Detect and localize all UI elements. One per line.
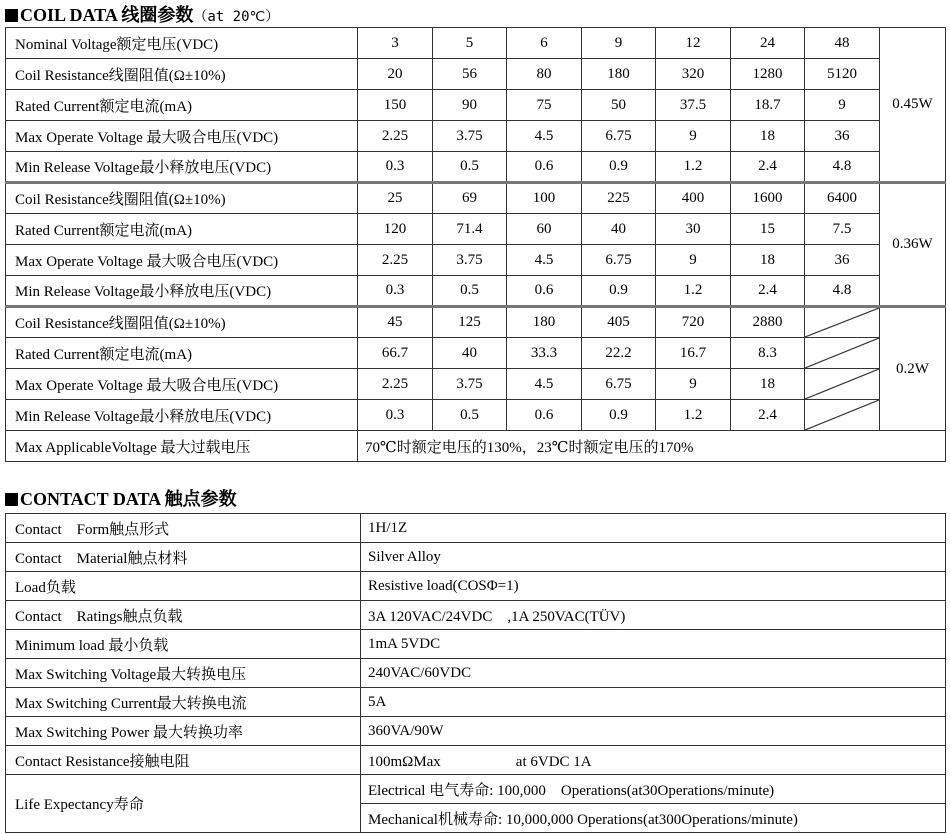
value-cell: 0.3 [358, 400, 433, 431]
voltage-cell: 9 [582, 28, 656, 59]
value-cell: 69 [433, 183, 507, 214]
max-applicable-voltage-row [6, 431, 946, 462]
row-label: Max Switching Current最大转换电流 [6, 688, 361, 717]
row-value: 1mA 5VDC [361, 630, 946, 659]
voltage-cell: 12 [656, 28, 731, 59]
contact-resistance-row [6, 746, 946, 775]
value-cell: 30 [656, 214, 731, 245]
min-release-voltage-row [6, 276, 946, 307]
value-cell: 0.6 [507, 400, 582, 431]
row-label: Min Release Voltage最小释放电压(VDC) [6, 276, 358, 307]
value-cell: 18.7 [731, 90, 805, 121]
row-label: Min Release Voltage最小释放电压(VDC) [6, 152, 358, 183]
value-cell: 0.6 [507, 276, 582, 307]
minimum-load-row [6, 630, 946, 659]
value-cell: 0.5 [433, 152, 507, 183]
voltage-cell: 24 [731, 28, 805, 59]
value-cell: 0.9 [582, 400, 656, 431]
value-cell: 8.3 [731, 338, 805, 369]
value-cell: 5120 [805, 59, 880, 90]
value-cell: 405 [582, 307, 656, 338]
row-label: Contact Ratings触点负载 [6, 601, 361, 630]
row-value: 1H/1Z [361, 514, 946, 543]
value-cell: 2.4 [731, 152, 805, 183]
value-cell: 75 [507, 90, 582, 121]
value-cell: 56 [433, 59, 507, 90]
value-cell: 6.75 [582, 121, 656, 152]
value-cell: 100 [507, 183, 582, 214]
value-cell: 6.75 [582, 369, 656, 400]
value-cell: 4.8 [805, 276, 880, 307]
value-cell: 7.5 [805, 214, 880, 245]
square-bullet-icon [5, 9, 18, 22]
value-cell: 4.8 [805, 152, 880, 183]
value-cell: 90 [433, 90, 507, 121]
row-label: Rated Current额定电流(mA) [6, 214, 358, 245]
row-label: Minimum load 最小负载 [6, 630, 361, 659]
value-cell: 60 [507, 214, 582, 245]
value-cell: 2.25 [358, 245, 433, 276]
row-value: Silver Alloy [361, 543, 946, 572]
value-cell: 0.9 [582, 152, 656, 183]
value-cell: 25 [358, 183, 433, 214]
row-value: 5A [361, 688, 946, 717]
not-applicable-cell [805, 307, 880, 338]
row-label: Nominal Voltage额定电压(VDC) [6, 28, 358, 59]
min-release-voltage-row [6, 400, 946, 431]
value-cell: 40 [433, 338, 507, 369]
value-cell: 125 [433, 307, 507, 338]
row-value: 360VA/90W [361, 717, 946, 746]
value-cell: 18 [731, 369, 805, 400]
row-label: Contact Material触点材料 [6, 543, 361, 572]
contact-data-heading: CONTACT DATA 触点参数 [5, 488, 237, 510]
max-operate-voltage-row [6, 121, 946, 152]
value-cell: 4.5 [507, 121, 582, 152]
max-operate-voltage-row [6, 369, 946, 400]
value-cell: 0.5 [433, 400, 507, 431]
value-cell: 1.2 [656, 152, 731, 183]
coil-data-temperature-note: （at 20℃） [193, 9, 280, 25]
row-label: Max Switching Voltage最大转换电压 [6, 659, 361, 688]
value-cell: 18 [731, 245, 805, 276]
contact-form-row [6, 514, 946, 543]
value-cell: 3.75 [433, 121, 507, 152]
row-label: Max Switching Power 最大转换功率 [6, 717, 361, 746]
not-applicable-cell [805, 338, 880, 369]
value-cell: 4.5 [507, 245, 582, 276]
value-cell: 0.3 [358, 152, 433, 183]
value-cell: 9 [656, 121, 731, 152]
value-cell: 1600 [731, 183, 805, 214]
value-cell: 9 [805, 90, 880, 121]
diagonal-slash-icon [805, 308, 879, 337]
row-label: Min Release Voltage最小释放电压(VDC) [6, 400, 358, 431]
diagonal-slash-icon [805, 400, 879, 430]
value-cell: 0.3 [358, 276, 433, 307]
value-cell: 36 [805, 121, 880, 152]
row-label: Rated Current额定电流(mA) [6, 338, 358, 369]
max-switching-current-row [6, 688, 946, 717]
voltage-cell: 5 [433, 28, 507, 59]
row-label: Load负载 [6, 572, 361, 601]
row-label: Coil Resistance线圈阻值(Ω±10%) [6, 183, 358, 214]
diagonal-slash-icon [805, 338, 879, 368]
coil-resistance-row [6, 307, 946, 338]
value-cell: 6400 [805, 183, 880, 214]
mechanical-life-value: Mechanical机械寿命: 10,000,000 Operations(at300Operations/minute) [361, 804, 946, 833]
value-cell: 9 [656, 369, 731, 400]
value-cell: 150 [358, 90, 433, 121]
voltage-cell: 48 [805, 28, 880, 59]
value-cell: 2.25 [358, 121, 433, 152]
value-cell: 225 [582, 183, 656, 214]
max-switching-voltage-row [6, 659, 946, 688]
value-cell: 180 [507, 307, 582, 338]
coil-data-table [5, 27, 946, 462]
value-cell: 120 [358, 214, 433, 245]
power-cell-045w: 0.45W [880, 28, 946, 183]
value-cell: 2880 [731, 307, 805, 338]
power-cell-02w: 0.2W [880, 307, 946, 431]
electrical-life-value: Electrical 电气寿命: 100,000 Operations(at30Operations/minute) [361, 775, 946, 804]
not-applicable-cell [805, 400, 880, 431]
value-cell: 320 [656, 59, 731, 90]
value-cell: 71.4 [433, 214, 507, 245]
value-cell: 45 [358, 307, 433, 338]
row-label: Max Operate Voltage 最大吸合电压(VDC) [6, 369, 358, 400]
value-cell: 3.75 [433, 369, 507, 400]
row-label: Life Expectancy寿命 [6, 775, 361, 833]
row-value: 3A 120VAC/24VDC ,1A 250VAC(TÜV) [361, 601, 946, 630]
life-expectancy-row [6, 775, 946, 804]
value-cell: 18 [731, 121, 805, 152]
value-cell: 36 [805, 245, 880, 276]
contact-ratings-row [6, 601, 946, 630]
square-bullet-icon [5, 493, 18, 506]
min-release-voltage-row [6, 152, 946, 183]
rated-current-row [6, 214, 946, 245]
value-cell: 180 [582, 59, 656, 90]
row-value: Resistive load(COSΦ=1) [361, 572, 946, 601]
value-cell: 50 [582, 90, 656, 121]
coil-resistance-row [6, 183, 946, 214]
value-cell: 0.5 [433, 276, 507, 307]
value-cell: 3.75 [433, 245, 507, 276]
rated-current-row [6, 90, 946, 121]
row-label: Max ApplicableVoltage 最大过载电压 [6, 431, 358, 462]
rated-current-row [6, 338, 946, 369]
diagonal-slash-icon [805, 369, 879, 399]
voltage-cell: 6 [507, 28, 582, 59]
row-value: 100mΩMax at 6VDC 1A [361, 746, 946, 775]
contact-material-row [6, 543, 946, 572]
nominal-voltage-row [6, 28, 946, 59]
value-cell: 40 [582, 214, 656, 245]
max-applicable-voltage-value: 70℃时额定电压的130%，23℃时额定电压的170% [358, 431, 946, 462]
load-row [6, 572, 946, 601]
value-cell: 37.5 [656, 90, 731, 121]
row-label: Rated Current额定电流(mA) [6, 90, 358, 121]
row-value: 240VAC/60VDC [361, 659, 946, 688]
row-label: Max Operate Voltage 最大吸合电压(VDC) [6, 245, 358, 276]
row-label: Coil Resistance线圈阻值(Ω±10%) [6, 59, 358, 90]
value-cell: 4.5 [507, 369, 582, 400]
contact-data-table [5, 513, 946, 833]
value-cell: 2.4 [731, 400, 805, 431]
value-cell: 720 [656, 307, 731, 338]
value-cell: 6.75 [582, 245, 656, 276]
power-cell-036w: 0.36W [880, 183, 946, 307]
value-cell: 80 [507, 59, 582, 90]
row-label: Contact Form触点形式 [6, 514, 361, 543]
value-cell: 66.7 [358, 338, 433, 369]
not-applicable-cell [805, 369, 880, 400]
value-cell: 9 [656, 245, 731, 276]
row-label: Max Operate Voltage 最大吸合电压(VDC) [6, 121, 358, 152]
value-cell: 22.2 [582, 338, 656, 369]
value-cell: 16.7 [656, 338, 731, 369]
value-cell: 1280 [731, 59, 805, 90]
value-cell: 0.6 [507, 152, 582, 183]
value-cell: 400 [656, 183, 731, 214]
row-label: Coil Resistance线圈阻值(Ω±10%) [6, 307, 358, 338]
value-cell: 15 [731, 214, 805, 245]
value-cell: 2.25 [358, 369, 433, 400]
coil-data-heading: COIL DATA 线圈参数（at 20℃） [5, 4, 279, 28]
value-cell: 2.4 [731, 276, 805, 307]
max-operate-voltage-row [6, 245, 946, 276]
value-cell: 33.3 [507, 338, 582, 369]
value-cell: 20 [358, 59, 433, 90]
value-cell: 1.2 [656, 400, 731, 431]
value-cell: 0.9 [582, 276, 656, 307]
coil-resistance-row [6, 59, 946, 90]
value-cell: 1.2 [656, 276, 731, 307]
row-label: Contact Resistance接触电阻 [6, 746, 361, 775]
voltage-cell: 3 [358, 28, 433, 59]
max-switching-power-row [6, 717, 946, 746]
